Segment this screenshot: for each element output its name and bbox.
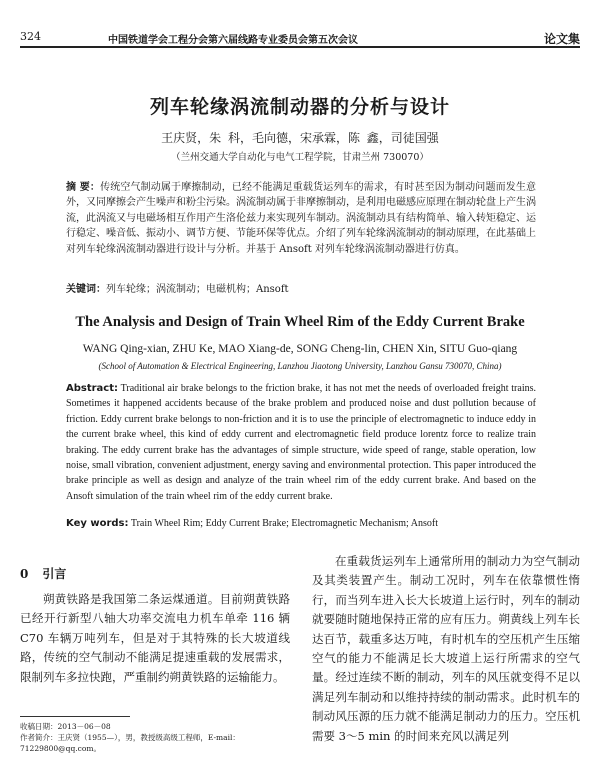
right-column xyxy=(312,552,580,746)
left-column xyxy=(20,590,290,687)
paper-title-cn: 列车轮缘涡流制动器的分析与设计 xyxy=(149,96,450,118)
section-number: 0 xyxy=(20,567,29,581)
running-head-section: 论文集 xyxy=(543,32,580,46)
abstract-en-text: Traditional air brake belongs to the friction brake, it has not met the needs of overloaded freight trains. Sometimes it happened accidents because of the brake problem and produced noise and dust pollution because of friction. Eddy current brake belongs to non-friction and it is to use the principle of electromagnetic to induce eddy in the current brake wheel, this kind of eddy current and electromagnetic field produce lorentz force to realize train braking. The eddy current brake has the advantages of simple structure, wide speed of range, stable operation, low noise, small vibration, convenient adjustment, energy saving and environmental protection. This paper introduced the brake principle as well as design and analyze of the train wheel rim of the eddy current brake. And based on the Ansoft simulation of the train wheel rim of the eddy current brake. xyxy=(66,383,536,502)
paper-title-en: The Analysis and Design of Train Wheel Rim of the Eddy Current Brake xyxy=(75,314,525,330)
keywords-en xyxy=(66,518,536,529)
section-heading-introduction xyxy=(20,565,80,582)
running-head-conference: 中国铁道学会工程分会第六届线路专业委员会第五次会议 xyxy=(108,35,358,46)
section-title: 引言 xyxy=(42,567,67,581)
affiliation-en: (School of Automation & Electrical Engineering, Lanzhou Jiaotong University, Lanzhou Gansu 730070, China) xyxy=(98,361,502,371)
affiliation-cn: （兰州交通大学自动化与电气工程学院，甘肃兰州 730070） xyxy=(171,152,429,163)
keywords-cn xyxy=(66,280,536,295)
abstract-en-label: Abstract: xyxy=(66,383,119,394)
abstract-cn xyxy=(66,180,536,257)
abstract-en xyxy=(66,381,536,504)
intro-paragraph: 朔黄铁路是我国第二条运煤通道。目前朔黄铁路已经开行新型八轴大功率交流电力机车单牵 116 辆 C70 车辆万吨列车，但是对于其特殊的长大坡道线路，传统的空气制动不能满足提速重载的发展需求，限制列车多拉快跑，严重制约朔黄铁路的运输能力。 xyxy=(20,592,290,684)
keywords-cn-text: 列车轮缘；涡流制动；电磁机构；Ansoft xyxy=(106,284,289,295)
header-rule xyxy=(20,46,580,48)
page-header xyxy=(20,30,580,46)
authors-cn: 王庆贤，朱 科，毛向德，宋承霖，陈 鑫，司徒国强 xyxy=(161,131,439,145)
abstract-cn-label: 摘 要： xyxy=(66,182,101,193)
keywords-cn-label: 关键词： xyxy=(66,284,106,295)
page-number: 324 xyxy=(20,30,41,43)
abstract-cn-text: 传统空气制动属于摩擦制动，已经不能满足重载货运列车的需求，有时甚至因为制动问题而发生意外，又同摩擦会产生噪声和粉尘污染。涡流制动属于非摩擦制动，是利用电磁感应原理在制动轮盘上产生涡流，此涡流又与电磁场相互作用产生洛伦兹力来实现列车制动。涡流制动具有结构简单、输入转矩稳定、运行稳定、噪音低、振动小、调节方便、节能环保等优点。介绍了列车轮缘涡流制动的制动原理，在此基础上对列车轮缘涡流制动器进行设计与分析。并基于 Ansoft 对列车轮缘涡流制动器进行仿真。 xyxy=(66,182,537,255)
footnote-rule xyxy=(20,716,130,717)
right-column-paragraph: 在重载货运列车上通常所用的制动力为空气制动及其类装置产生。制动工况时，列车在依靠惯性惰行，而当列车进入长大长坡道上运行时，列车的制动就要随时随地保持正常的应有压力。朔黄线上列车长达百节，载重多达万吨，有时机车的空压机产生压缩空气的能力不能满足长大坡道上运行所需求的空气量。经过连续不断的制动，列车的风压就变得不足以满足列车制动和以维持持续的制动需求。此时机车的制动风压源的压力就不能满足制动力的压力。空压机需要 3～5 min 的时间来充风以满足列 xyxy=(312,554,580,743)
footnote xyxy=(20,721,290,754)
footnote-author-intro: 作者简介：王庆贤（1955—），男，教授级高级工程师，E-mail：71229800@qq.com。 xyxy=(20,733,240,753)
keywords-en-text: Train Wheel Rim; Eddy Current Brake; Electromagnetic Mechanism; Ansoft xyxy=(130,518,439,529)
keywords-en-label: Key words: xyxy=(66,518,129,529)
authors-en: WANG Qing-xian, ZHU Ke, MAO Xiang-de, SONG Cheng-lin, CHEN Xin, SITU Guo-qiang xyxy=(82,343,518,355)
footnote-received: 收稿日期：2013－06－08 xyxy=(20,722,111,731)
